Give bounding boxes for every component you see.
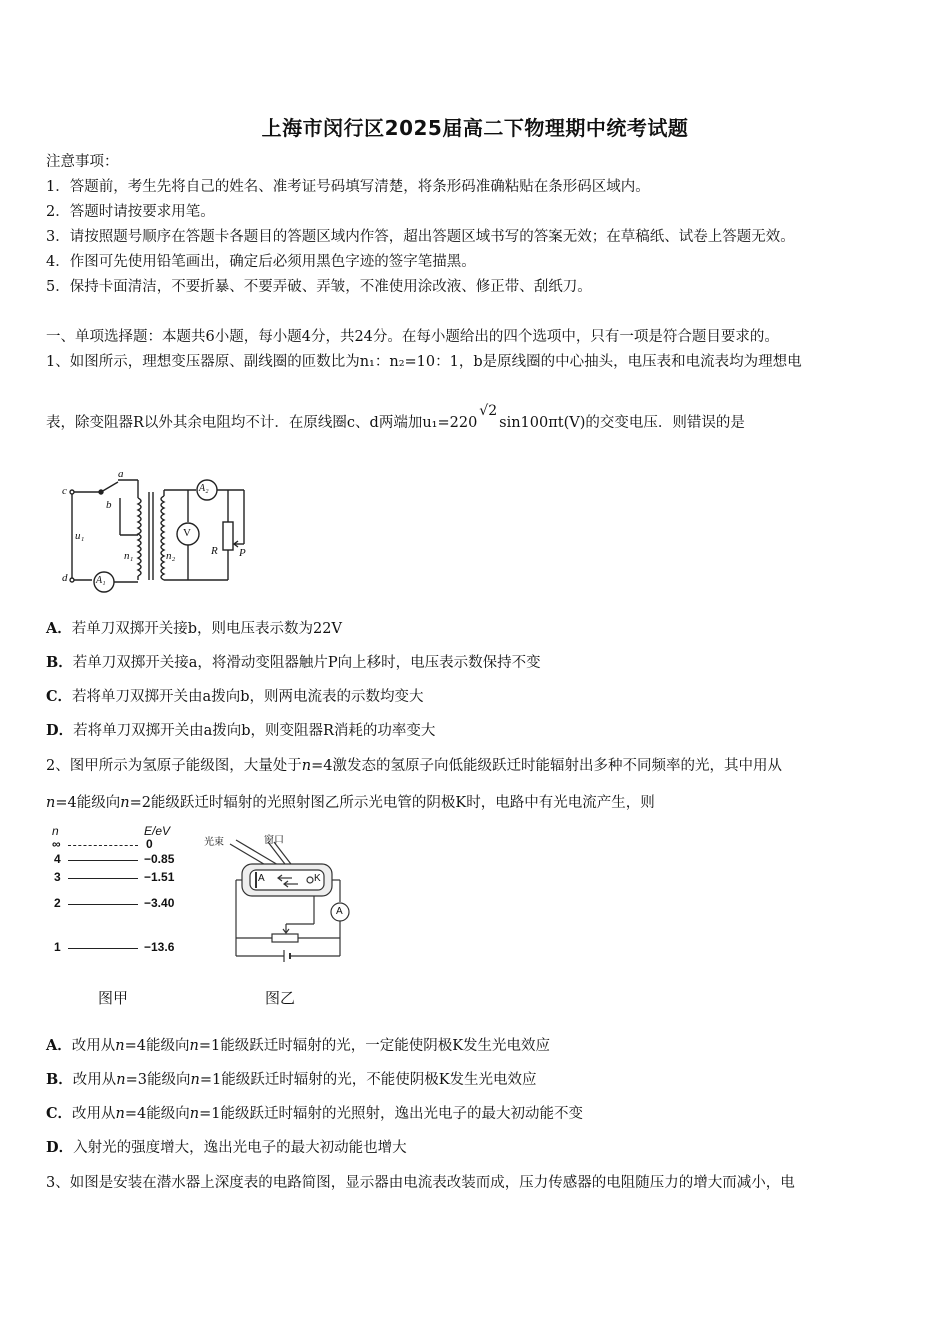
option-text: 改用从 — [72, 1106, 116, 1122]
option-text: 若将单刀双掷开关由a拨向b，则两电流表的示数均变大 — [72, 689, 424, 705]
q2-var-n: n — [120, 795, 130, 811]
caption-figure-jia: 图甲 — [98, 989, 129, 1007]
option-text: 若单刀双掷开关接a，将滑动变阻器触片P向上移时，电压表示数保持不变 — [72, 655, 541, 671]
label-slider-p: P — [239, 547, 246, 559]
option-text: 若单刀双掷开关接b，则电压表示数为22V — [71, 621, 342, 637]
option-letter: D． — [46, 722, 74, 739]
q2-var-n: n — [301, 758, 312, 774]
q2-text: 2、图甲所示为氢原子能级图，大量处于 — [46, 758, 302, 774]
level-energy: −1.51 — [144, 870, 175, 884]
q3-stem-line1: 3、如图是安装在潜水器上深度表的电路简图，显示器由电流表改装而成，压力传感器的电阻随压力的增大而减小，电 — [46, 1175, 795, 1191]
option-text: =4能级向 — [124, 1038, 190, 1054]
q2-option-c — [46, 1104, 583, 1124]
level-line-1 — [68, 948, 138, 949]
transformer-circuit-figure — [58, 470, 258, 595]
q2-option-d — [46, 1138, 407, 1158]
label-a: a — [118, 468, 124, 480]
label-cathode-k: K — [314, 873, 321, 884]
label-ammeter-a2: A₂ — [199, 483, 209, 494]
q1-stem-line2 — [46, 403, 745, 433]
q2-stem-line1 — [46, 756, 782, 776]
energy-level-diagram — [48, 822, 198, 962]
label-u1: u₁ — [75, 530, 85, 542]
label-ammeter-a1: A₁ — [96, 575, 106, 586]
notice-item: 5．保持卡面清洁，不要折暴、不要弄破、弄皱，不准使用涂改液、修正带、刮纸刀。 — [46, 279, 592, 295]
level-n: 4 — [54, 852, 61, 866]
level-n: 3 — [54, 870, 61, 884]
option-var-n: n — [189, 1038, 199, 1054]
q2-stem-line2 — [46, 793, 655, 813]
option-text: =1能级跃迁时辐射的光照射，逸出光电子的最大初动能不变 — [199, 1106, 583, 1122]
option-letter: A． — [46, 1037, 72, 1054]
q2-option-b — [46, 1070, 537, 1090]
label-window: 窗口 — [264, 835, 284, 846]
option-text: 改用从 — [72, 1072, 117, 1088]
label-d: d — [62, 572, 68, 584]
option-letter: C． — [46, 1105, 73, 1122]
header-energy: E/eV — [144, 824, 171, 838]
q1-option-d — [46, 721, 435, 741]
q1-option-c — [46, 687, 423, 707]
header-n: n — [52, 824, 59, 838]
section-heading: 一、单项选择题：本题共6小题，每小题4分，共24分。在每小题给出的四个选项中，只有一项是符合题目要求的。 — [46, 329, 779, 345]
level-n: 2 — [54, 896, 61, 910]
q2-var-n: n — [46, 795, 56, 811]
option-var-n: n — [190, 1072, 200, 1088]
notice-heading: 注意事项： — [46, 154, 119, 170]
label-c: c — [62, 485, 67, 497]
option-text: 改用从 — [71, 1038, 116, 1054]
level-line-4 — [68, 860, 138, 861]
option-var-n: n — [115, 1106, 125, 1122]
level-energy: −3.40 — [144, 896, 175, 910]
option-text: =3能级向 — [125, 1072, 191, 1088]
option-letter: B． — [46, 654, 73, 671]
option-text: =1能级跃迁时辐射的光，一定能使阴极K发生光电效应 — [198, 1038, 551, 1054]
label-resistor-r: R — [211, 545, 218, 557]
q1-stem-part-b: sin100πt(V)的交变电压．则错误的是 — [499, 415, 745, 431]
q1-stem-line1: 1、如图所示，理想变压器原、副线圈的匝数比为n₁：n₂=10：1，b是原线圈的中心抽头，电压表和电流表均为理想电 — [46, 354, 802, 370]
option-letter: B． — [46, 1071, 73, 1088]
label-b: b — [106, 499, 112, 511]
q1-option-a — [46, 619, 342, 639]
level-n: ∞ — [52, 837, 61, 851]
q2-option-a — [46, 1036, 550, 1056]
level-energy: 0 — [146, 837, 153, 851]
level-line-infinity — [68, 845, 138, 846]
option-text: =4能级向 — [124, 1106, 190, 1122]
q1-stem-part-a: 表，除变阻器R以外其余电阻均不计．在原线圈c、d两端加u₁=220 — [46, 415, 478, 431]
q2-text: =4激发态的氢原子向低能级跃迁时能辐射出多种不同频率的光，其中用从 — [311, 758, 782, 774]
label-light-beam: 光束 — [204, 837, 224, 848]
page-title: 上海市闵行区2025届高二下物理期中统考试题 — [261, 116, 689, 140]
label-n1: n₁ — [124, 550, 134, 562]
notice-item: 4．作图可先使用铅笔画出，确定后必须用黑色字迹的签字笔描黑。 — [46, 254, 476, 270]
level-line-2 — [68, 904, 138, 905]
q2-text: =2能级跃迁时辐射的光照射图乙所示光电管的阴极K时，电路中有光电流产生，则 — [129, 795, 655, 811]
level-energy: −13.6 — [144, 940, 175, 954]
option-text: 入射光的强度增大，逸出光电子的最大初动能也增大 — [73, 1140, 407, 1156]
sqrt-two: √2 — [479, 403, 498, 419]
notice-item: 2．答题时请按要求用笔。 — [46, 204, 215, 220]
q2-text: =4能级向 — [55, 795, 121, 811]
option-letter: D． — [46, 1139, 74, 1156]
label-anode-a: A — [258, 873, 265, 884]
option-letter: C． — [46, 688, 73, 705]
option-text: 若将单刀双掷开关由a拨向b，则变阻器R消耗的功率变大 — [73, 723, 436, 739]
option-var-n: n — [116, 1072, 126, 1088]
option-var-n: n — [189, 1106, 200, 1122]
label-voltmeter: V — [183, 527, 191, 539]
option-text: =1能级跃迁时辐射的光，不能使阴极K发生光电效应 — [199, 1072, 537, 1088]
photoelectric-tube-figure — [202, 828, 352, 968]
notice-item: 1．答题前，考生先将自己的姓名、准考证号码填写清楚，将条形码准确粘贴在条形码区域内。 — [46, 179, 650, 195]
label-ammeter: A — [336, 906, 343, 917]
label-n2: n₂ — [166, 550, 176, 562]
notice-item: 3．请按照题号顺序在答题卡各题目的答题区域内作答，超出答题区域书写的答案无效；在草稿纸、试卷上答题无效。 — [46, 229, 795, 245]
level-line-3 — [68, 878, 138, 879]
level-n: 1 — [54, 940, 61, 954]
q1-option-b — [46, 653, 541, 673]
caption-figure-yi: 图乙 — [265, 989, 296, 1007]
level-energy: −0.85 — [144, 852, 175, 866]
option-letter: A． — [46, 620, 72, 637]
option-var-n: n — [115, 1038, 125, 1054]
